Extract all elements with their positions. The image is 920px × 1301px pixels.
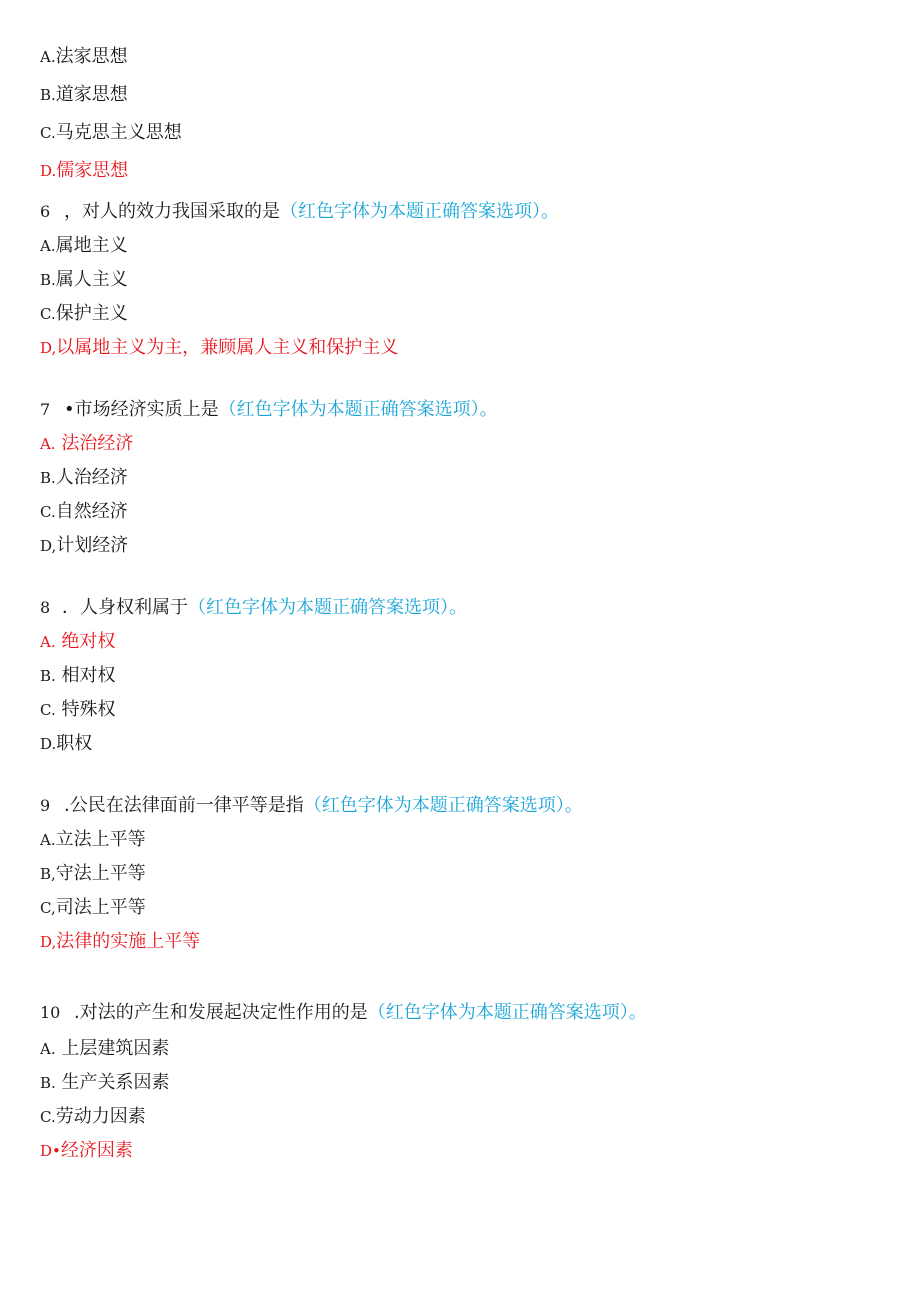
option-text: 立法上平等 <box>55 829 146 850</box>
option-text: 法律的实施上平等 <box>56 931 201 952</box>
option-prefix: A. <box>40 237 56 255</box>
option-text: 特殊权 <box>55 699 116 720</box>
q6-option-d-correct <box>40 336 398 360</box>
option-text: 保护主义 <box>55 303 128 324</box>
q5-option-c <box>40 121 182 145</box>
q5-option-a <box>40 45 128 69</box>
option-text: 法家思想 <box>55 46 128 67</box>
option-text: 司法上平等 <box>55 897 146 918</box>
q6-option-c <box>40 302 128 326</box>
q9-option-b <box>40 862 146 886</box>
question-stem: .对法的产生和发展起决定性作用的是 <box>74 1002 368 1023</box>
option-text: 马克思主义思想 <box>55 122 182 143</box>
question-6 <box>40 200 559 224</box>
q10-option-b <box>40 1071 170 1095</box>
q10-option-c <box>40 1105 146 1129</box>
option-text: 属人主义 <box>55 269 128 290</box>
option-text: 相对权 <box>55 665 116 686</box>
option-prefix: C. <box>40 503 56 521</box>
option-prefix: D• <box>40 1142 61 1160</box>
question-number: 7 <box>40 400 51 419</box>
question-7 <box>40 398 498 422</box>
option-prefix: A. <box>40 1040 56 1058</box>
question-8 <box>40 596 467 620</box>
q5-option-d-correct <box>40 159 128 183</box>
option-prefix: B. <box>40 271 56 289</box>
q8-option-d <box>40 732 92 756</box>
question-number: 6 <box>40 202 51 221</box>
option-prefix: B, <box>40 865 56 883</box>
option-text: 计划经济 <box>56 535 129 556</box>
option-text: 道家思想 <box>55 84 128 105</box>
option-prefix: C, <box>40 899 56 917</box>
q7-option-c <box>40 500 128 524</box>
option-prefix: A. <box>40 435 56 453</box>
option-prefix: C. <box>40 1108 56 1126</box>
question-stem: ．人身权利属于 <box>62 597 188 618</box>
q6-option-b <box>40 268 128 292</box>
option-text: 职权 <box>56 733 93 754</box>
option-text: 守法上平等 <box>55 863 146 884</box>
option-prefix: A. <box>40 633 56 651</box>
option-text: 经济因素 <box>60 1140 133 1161</box>
option-prefix: C. <box>40 701 56 719</box>
answer-hint: （红色字体为本题正确答案选项）。 <box>367 1002 647 1023</box>
option-prefix: D. <box>40 735 57 753</box>
question-number: 10 <box>40 1003 61 1022</box>
option-prefix: D, <box>40 933 57 951</box>
option-prefix: B. <box>40 86 56 104</box>
option-text: 属地主义 <box>55 235 128 256</box>
option-text: 儒家思想 <box>56 160 129 181</box>
option-text: 以属地主义为主，兼顾属人主义和保护主义 <box>56 337 399 358</box>
option-prefix: B. <box>40 469 56 487</box>
q9-option-d-correct <box>40 930 200 954</box>
option-prefix: C. <box>40 124 56 142</box>
q10-option-a <box>40 1037 169 1061</box>
option-text: 上层建筑因素 <box>55 1038 170 1059</box>
answer-hint: （红色字体为本题正确答案选项）。 <box>280 201 559 222</box>
answer-hint: （红色字体为本题正确答案选项）。 <box>188 597 467 618</box>
q8-option-b <box>40 664 116 688</box>
answer-hint: （红色字体为本题正确答案选项）。 <box>303 795 583 816</box>
option-prefix: B. <box>40 1074 56 1092</box>
option-prefix: D, <box>40 537 57 555</box>
q8-option-c <box>40 698 115 722</box>
option-prefix: A. <box>40 48 56 66</box>
option-text: 生产关系因素 <box>55 1072 170 1093</box>
q7-option-d <box>40 534 128 558</box>
answer-hint: （红色字体为本题正确答案选项）。 <box>218 399 498 420</box>
q10-option-d-correct <box>40 1139 133 1163</box>
q6-option-a <box>40 234 128 258</box>
question-stem: ，对人的效力我国采取的是 <box>64 201 280 222</box>
option-text: 人治经济 <box>55 467 128 488</box>
question-number: 8 <box>40 598 51 617</box>
q8-option-a-correct <box>40 630 115 654</box>
question-number: 9 <box>40 796 51 815</box>
question-9 <box>40 794 583 818</box>
option-prefix: D. <box>40 162 57 180</box>
q7-option-b <box>40 466 128 490</box>
q5-option-b <box>40 83 128 107</box>
option-prefix: C. <box>40 305 56 323</box>
option-text: 劳动力因素 <box>55 1106 146 1127</box>
option-text: 自然经济 <box>55 501 128 522</box>
option-text: 法治经济 <box>55 433 134 454</box>
option-prefix: D, <box>40 339 57 357</box>
question-10 <box>40 1001 647 1025</box>
q7-option-a-correct <box>40 432 133 456</box>
question-stem: .公民在法律面前一律平等是指 <box>64 795 304 816</box>
question-stem: •市场经济实质上是 <box>64 399 219 420</box>
q9-option-a <box>40 828 146 852</box>
option-prefix: A. <box>40 831 56 849</box>
option-text: 绝对权 <box>55 631 116 652</box>
option-prefix: B. <box>40 667 56 685</box>
q9-option-c <box>40 896 146 920</box>
